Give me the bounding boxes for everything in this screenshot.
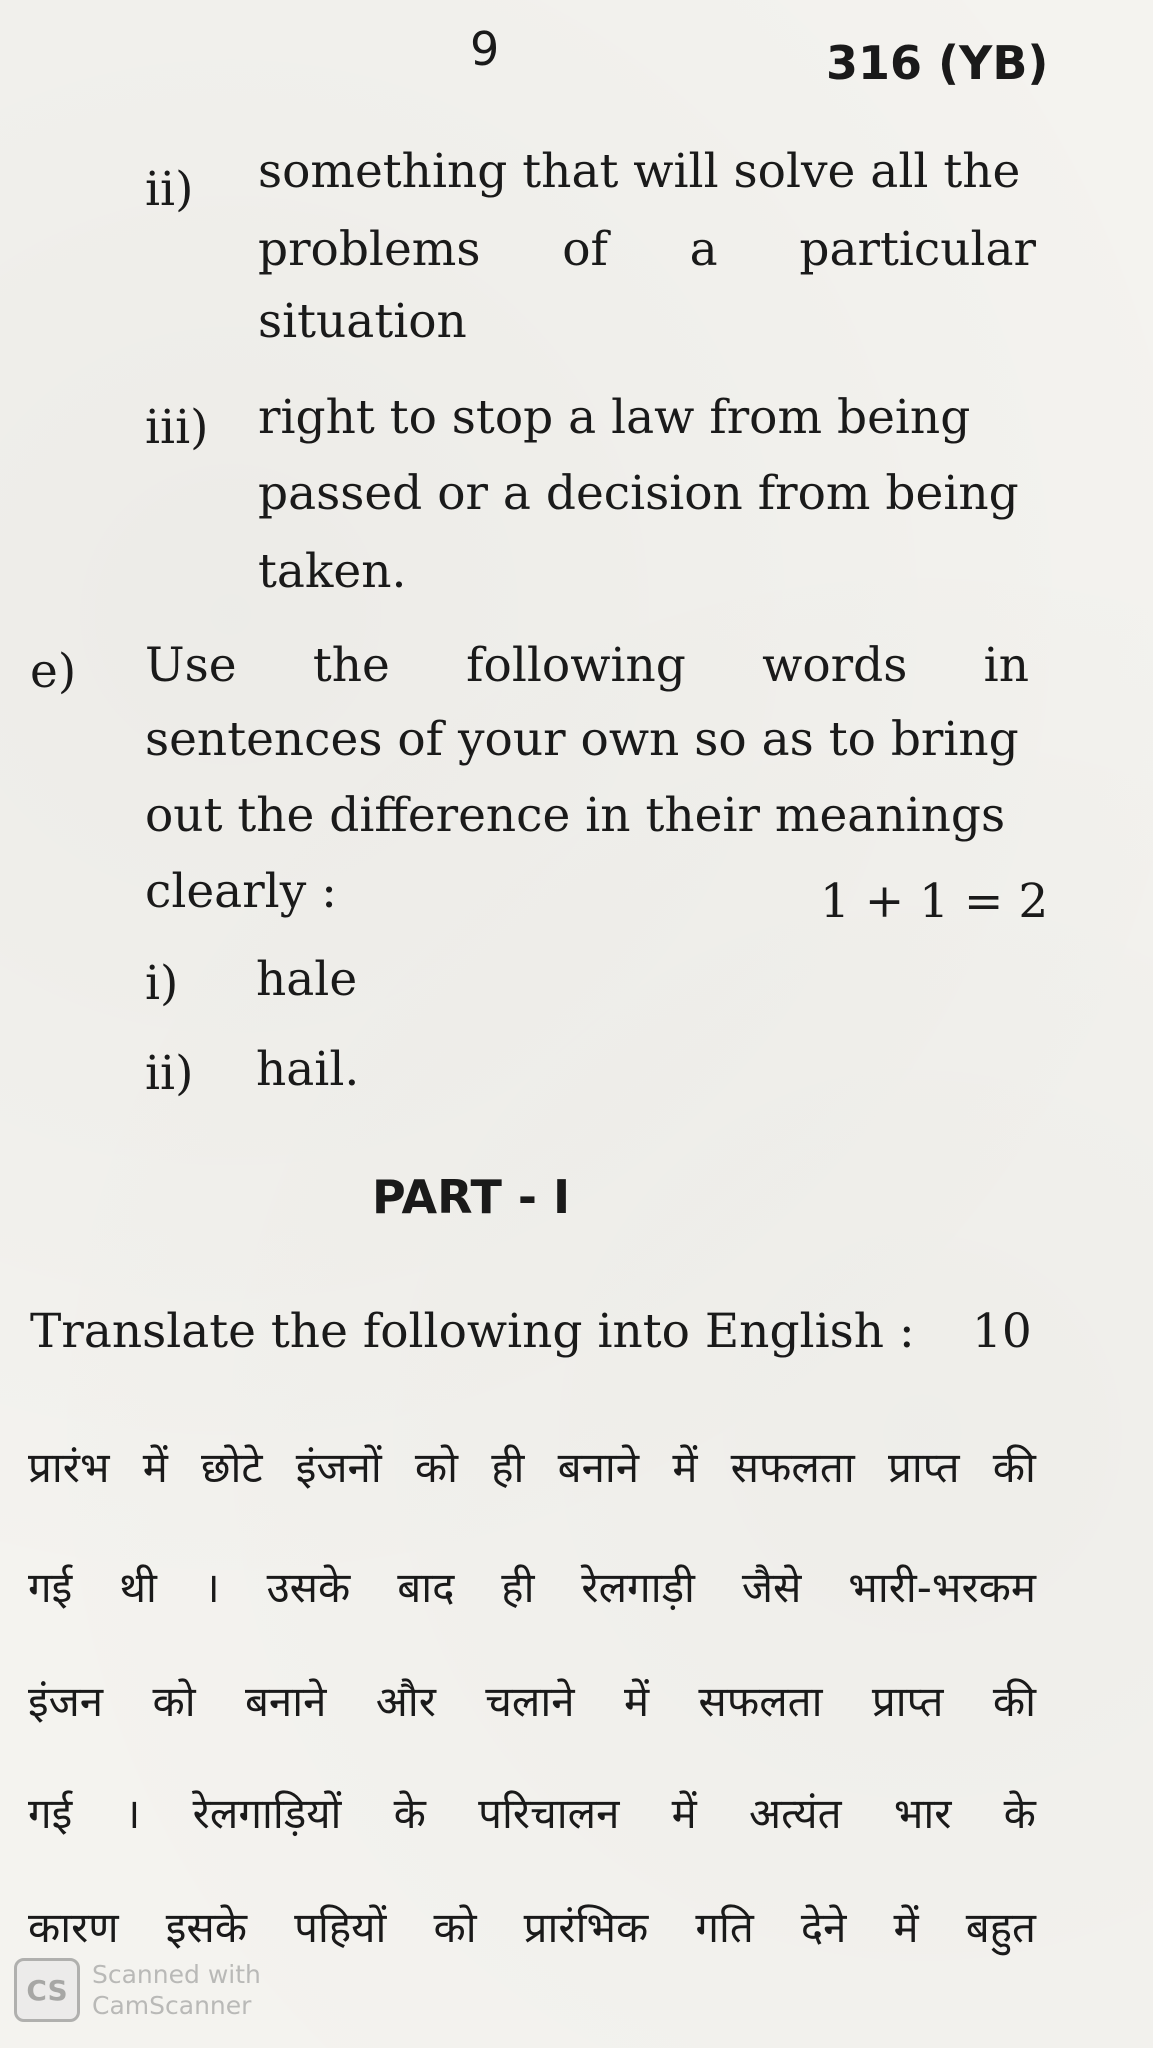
word: को	[152, 1677, 196, 1726]
word: में	[623, 1677, 650, 1726]
word: ही	[501, 1563, 535, 1612]
word: जैसे	[741, 1563, 802, 1612]
word: इंजनों	[295, 1443, 382, 1492]
word: ।	[203, 1563, 220, 1612]
definition-line: passed or a decision from being	[258, 466, 1019, 521]
word: देने	[800, 1903, 847, 1952]
definition-line: something that will solve all the	[258, 144, 1021, 199]
definition-line: taken.	[258, 544, 407, 599]
word: सफलता	[698, 1677, 823, 1726]
question-line-justified	[145, 638, 1029, 693]
word: इंजन	[28, 1677, 104, 1726]
word: में	[672, 1443, 698, 1492]
word: चलाने	[485, 1677, 575, 1726]
word: the	[312, 638, 390, 693]
option-label: ii)	[145, 1046, 194, 1101]
word: following	[466, 638, 686, 693]
word: अत्यंत	[749, 1789, 842, 1838]
question-line: out the difference in their meanings	[145, 788, 1006, 843]
word: कारण	[28, 1903, 119, 1952]
word: भार	[893, 1789, 952, 1838]
word: गई	[28, 1563, 73, 1612]
hindi-line	[28, 1438, 1036, 1495]
word: प्रारंभ	[28, 1443, 110, 1492]
option-label: i)	[145, 956, 179, 1011]
watermark-line: CamScanner	[92, 1991, 252, 2020]
word: in	[983, 638, 1029, 693]
question-line: sentences of your own so as to bring	[145, 712, 1019, 767]
word: problems	[258, 222, 481, 277]
word: की	[992, 1677, 1036, 1726]
word: ।	[124, 1789, 141, 1838]
word: गई	[28, 1789, 73, 1838]
word: प्राप्त	[871, 1677, 944, 1726]
word: थी	[119, 1563, 157, 1612]
word: और	[375, 1677, 436, 1726]
part-heading: PART - I	[372, 1170, 571, 1224]
word: a	[689, 222, 718, 277]
word: गति	[695, 1903, 754, 1952]
word: उसके	[266, 1563, 351, 1612]
camscanner-watermark	[14, 1958, 261, 2022]
word: बनाने	[244, 1677, 327, 1726]
word: में	[893, 1903, 919, 1952]
definition-label: iii)	[145, 400, 209, 455]
word: के	[1003, 1789, 1036, 1838]
page-number: 9	[470, 22, 500, 76]
word: को	[433, 1903, 477, 1952]
word: इसके	[165, 1903, 248, 1952]
definition-line-justified	[258, 222, 1036, 277]
word: में	[142, 1443, 168, 1492]
watermark-line: Scanned with	[92, 1959, 261, 1989]
word: पहियों	[294, 1903, 387, 1952]
word: के	[393, 1789, 426, 1838]
hindi-line	[28, 1784, 1036, 1841]
word: रेलगाड़ियों	[192, 1789, 342, 1838]
question-line: clearly :	[145, 864, 338, 919]
word: ही	[491, 1443, 525, 1492]
word: प्राप्त	[887, 1443, 960, 1492]
word: प्रारंभिक	[523, 1903, 649, 1952]
option-word: hale	[256, 952, 358, 1007]
word: of	[562, 222, 608, 277]
marks: 1 + 1 = 2	[820, 874, 1049, 929]
word: सफलता	[730, 1443, 855, 1492]
word: में	[671, 1789, 697, 1838]
hindi-line	[28, 1558, 1036, 1615]
word: भारी-भरकम	[848, 1563, 1036, 1612]
hindi-line	[28, 1672, 1036, 1729]
word: particular	[799, 222, 1036, 277]
question-label: e)	[30, 644, 77, 699]
word: रेलगाड़ी	[581, 1563, 695, 1612]
option-word: hail.	[256, 1042, 360, 1097]
word: बनाने	[557, 1443, 640, 1492]
watermark-text	[92, 1959, 261, 2022]
definition-line: right to stop a law from being	[258, 390, 971, 445]
instruction-marks: 10	[972, 1304, 1032, 1359]
definition-label: ii)	[145, 162, 194, 217]
word: परिचालन	[478, 1789, 620, 1838]
word: छोटे	[201, 1443, 263, 1492]
word: words	[762, 638, 908, 693]
word: बाद	[397, 1563, 455, 1612]
word: को	[414, 1443, 459, 1492]
word: Use	[145, 638, 237, 693]
word: बहुत	[965, 1903, 1036, 1952]
instruction: Translate the following into English :	[30, 1304, 915, 1359]
paper-code: 316 (YB)	[826, 36, 1049, 90]
word: की	[992, 1443, 1036, 1492]
definition-line: situation	[258, 294, 467, 349]
camscanner-logo-icon: CS	[14, 1958, 80, 2022]
hindi-line	[28, 1898, 1036, 1955]
